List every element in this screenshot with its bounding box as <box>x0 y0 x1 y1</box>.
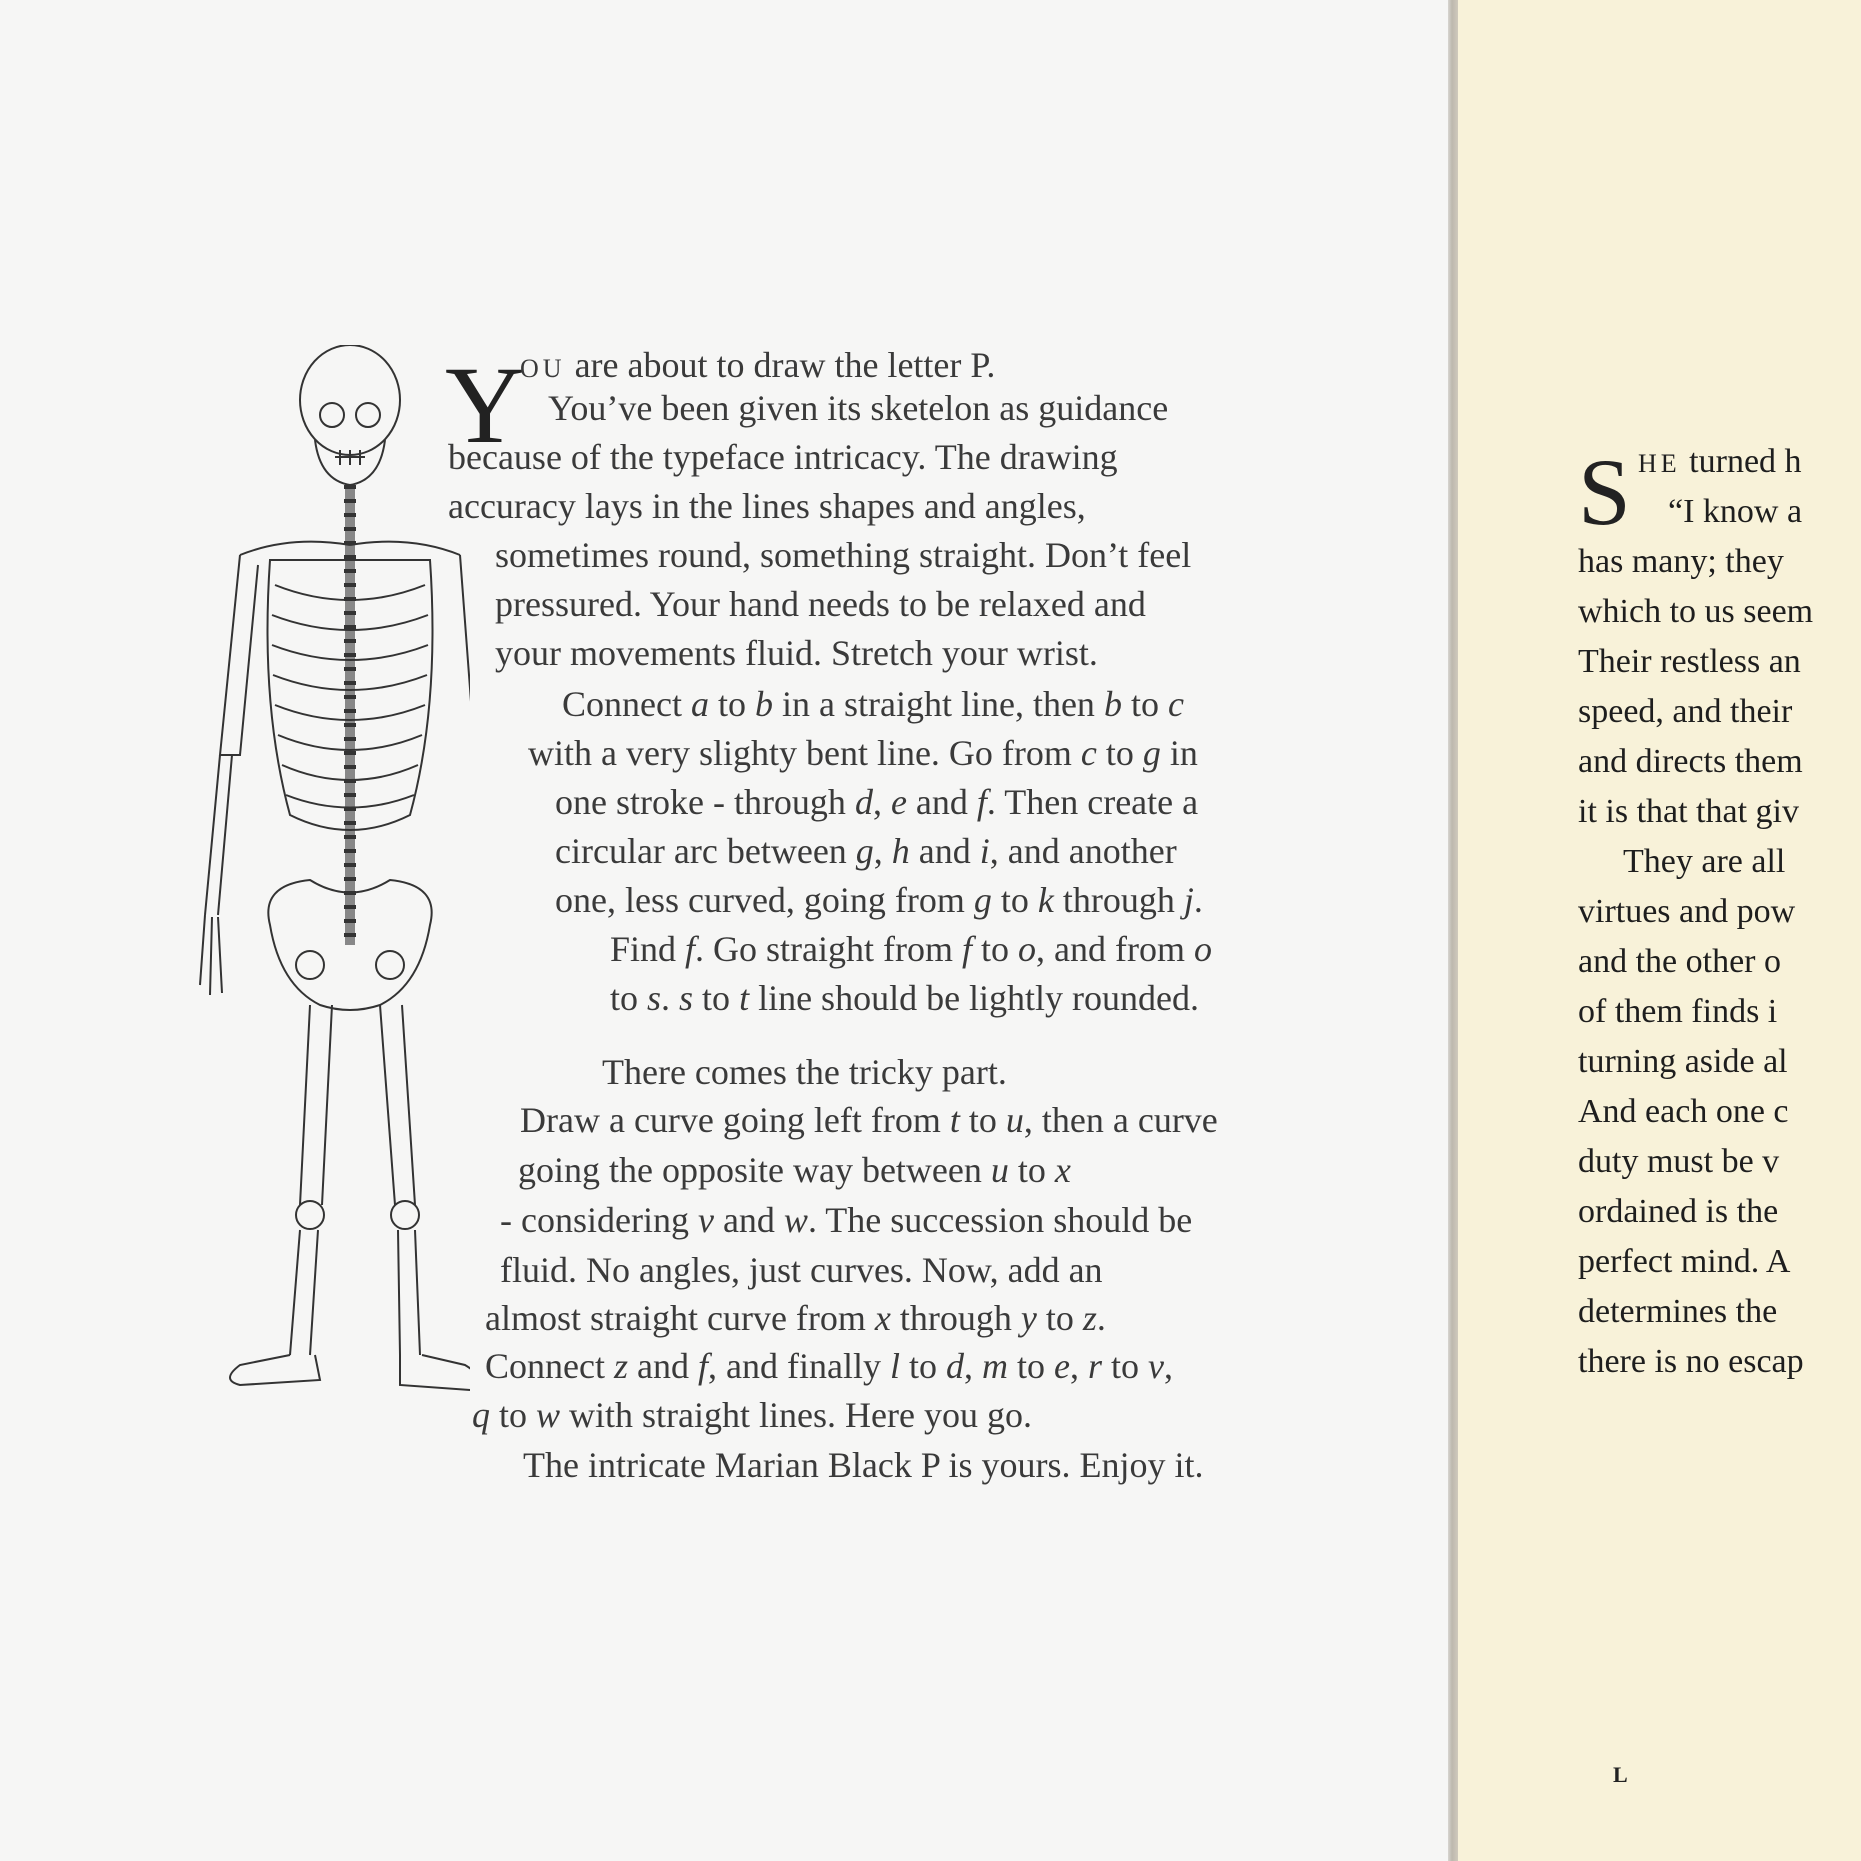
right-first-line <box>1638 442 1802 484</box>
text-line: You’ve been given its sketelon as guidance <box>548 388 1169 428</box>
rich-line: Connect z and f, and finally l to d, m to e, r to v, <box>485 1346 1173 1386</box>
text-line: accuracy lays in the lines shapes and angles, <box>448 486 1086 526</box>
text-line: which to us seem <box>1578 593 1814 630</box>
book-gutter <box>1448 0 1458 1861</box>
text-line: there is no escap <box>1578 1343 1804 1380</box>
text-line: duty must be v <box>1578 1143 1780 1180</box>
text-line: your movements fluid. Stretch your wrist. <box>495 633 1098 673</box>
rich-line: Connect a to b in a straight line, then b to c <box>562 684 1184 724</box>
rich-line: Find f. Go straight from f to o, and from o <box>610 929 1213 969</box>
small-caps: OU <box>520 354 566 383</box>
text-line: speed, and their <box>1578 693 1793 730</box>
rich-line: circular arc between g, h and i, and another <box>555 831 1177 871</box>
text-line: determines the <box>1578 1293 1778 1330</box>
text-line: turning aside al <box>1578 1043 1788 1080</box>
text-line: it is that that giv <box>1578 793 1799 830</box>
rich-line: - considering v and w. The succession should be <box>500 1200 1193 1240</box>
text-line: pressured. Your hand needs to be relaxed and <box>495 584 1146 624</box>
text-line: ordained is the <box>1578 1193 1779 1230</box>
text-line: and directs them <box>1578 743 1803 780</box>
text-line: virtues and pow <box>1578 893 1796 930</box>
text-line: They are all <box>1623 843 1786 880</box>
rich-line: Draw a curve going left from t to u, then a curve <box>520 1100 1218 1140</box>
text-line: “I know a <box>1668 493 1803 530</box>
rich-line: to s. s to t line should be lightly rounded. <box>610 978 1200 1018</box>
intro-line-text: are about to draw the letter P. <box>565 345 996 385</box>
rich-line: with a very slighty bent line. Go from c to g in <box>528 733 1198 773</box>
rich-line: almost straight curve from x through y to z. <box>485 1298 1106 1338</box>
drop-cap-s: S <box>1578 439 1631 545</box>
rich-line: There comes the tricky part. <box>602 1052 1007 1092</box>
intro-line <box>520 345 995 389</box>
right-first-line-text: turned h <box>1680 443 1802 480</box>
right-page <box>1458 0 1861 1861</box>
text-line: Their restless an <box>1578 643 1801 680</box>
rich-line: fluid. No angles, just curves. Now, add an <box>500 1250 1103 1290</box>
rich-line: The intricate Marian Black P is yours. Enjoy it. <box>523 1445 1204 1485</box>
text-line: perfect mind. A <box>1578 1243 1791 1280</box>
rich-line: one, less curved, going from g to k through j. <box>555 880 1203 920</box>
rich-line: going the opposite way between u to x <box>518 1150 1071 1190</box>
rich-line: one stroke - through d, e and f. Then create a <box>555 782 1199 822</box>
text-line: of them finds i <box>1578 993 1778 1030</box>
text-line: and the other o <box>1578 943 1781 980</box>
small-caps: HE <box>1638 449 1681 478</box>
skeleton-illustration <box>110 345 470 1395</box>
text-line: And each one c <box>1578 1093 1789 1130</box>
text-line: has many; they <box>1578 543 1784 580</box>
text-line: because of the typeface intricacy. The drawing <box>448 437 1118 477</box>
drop-cap-y: Y <box>445 344 525 466</box>
rich-line: q to w with straight lines. Here you go. <box>472 1395 1032 1435</box>
page-folio: L <box>1613 1762 1630 1787</box>
text-line: sometimes round, something straight. Don’t feel <box>495 535 1192 575</box>
